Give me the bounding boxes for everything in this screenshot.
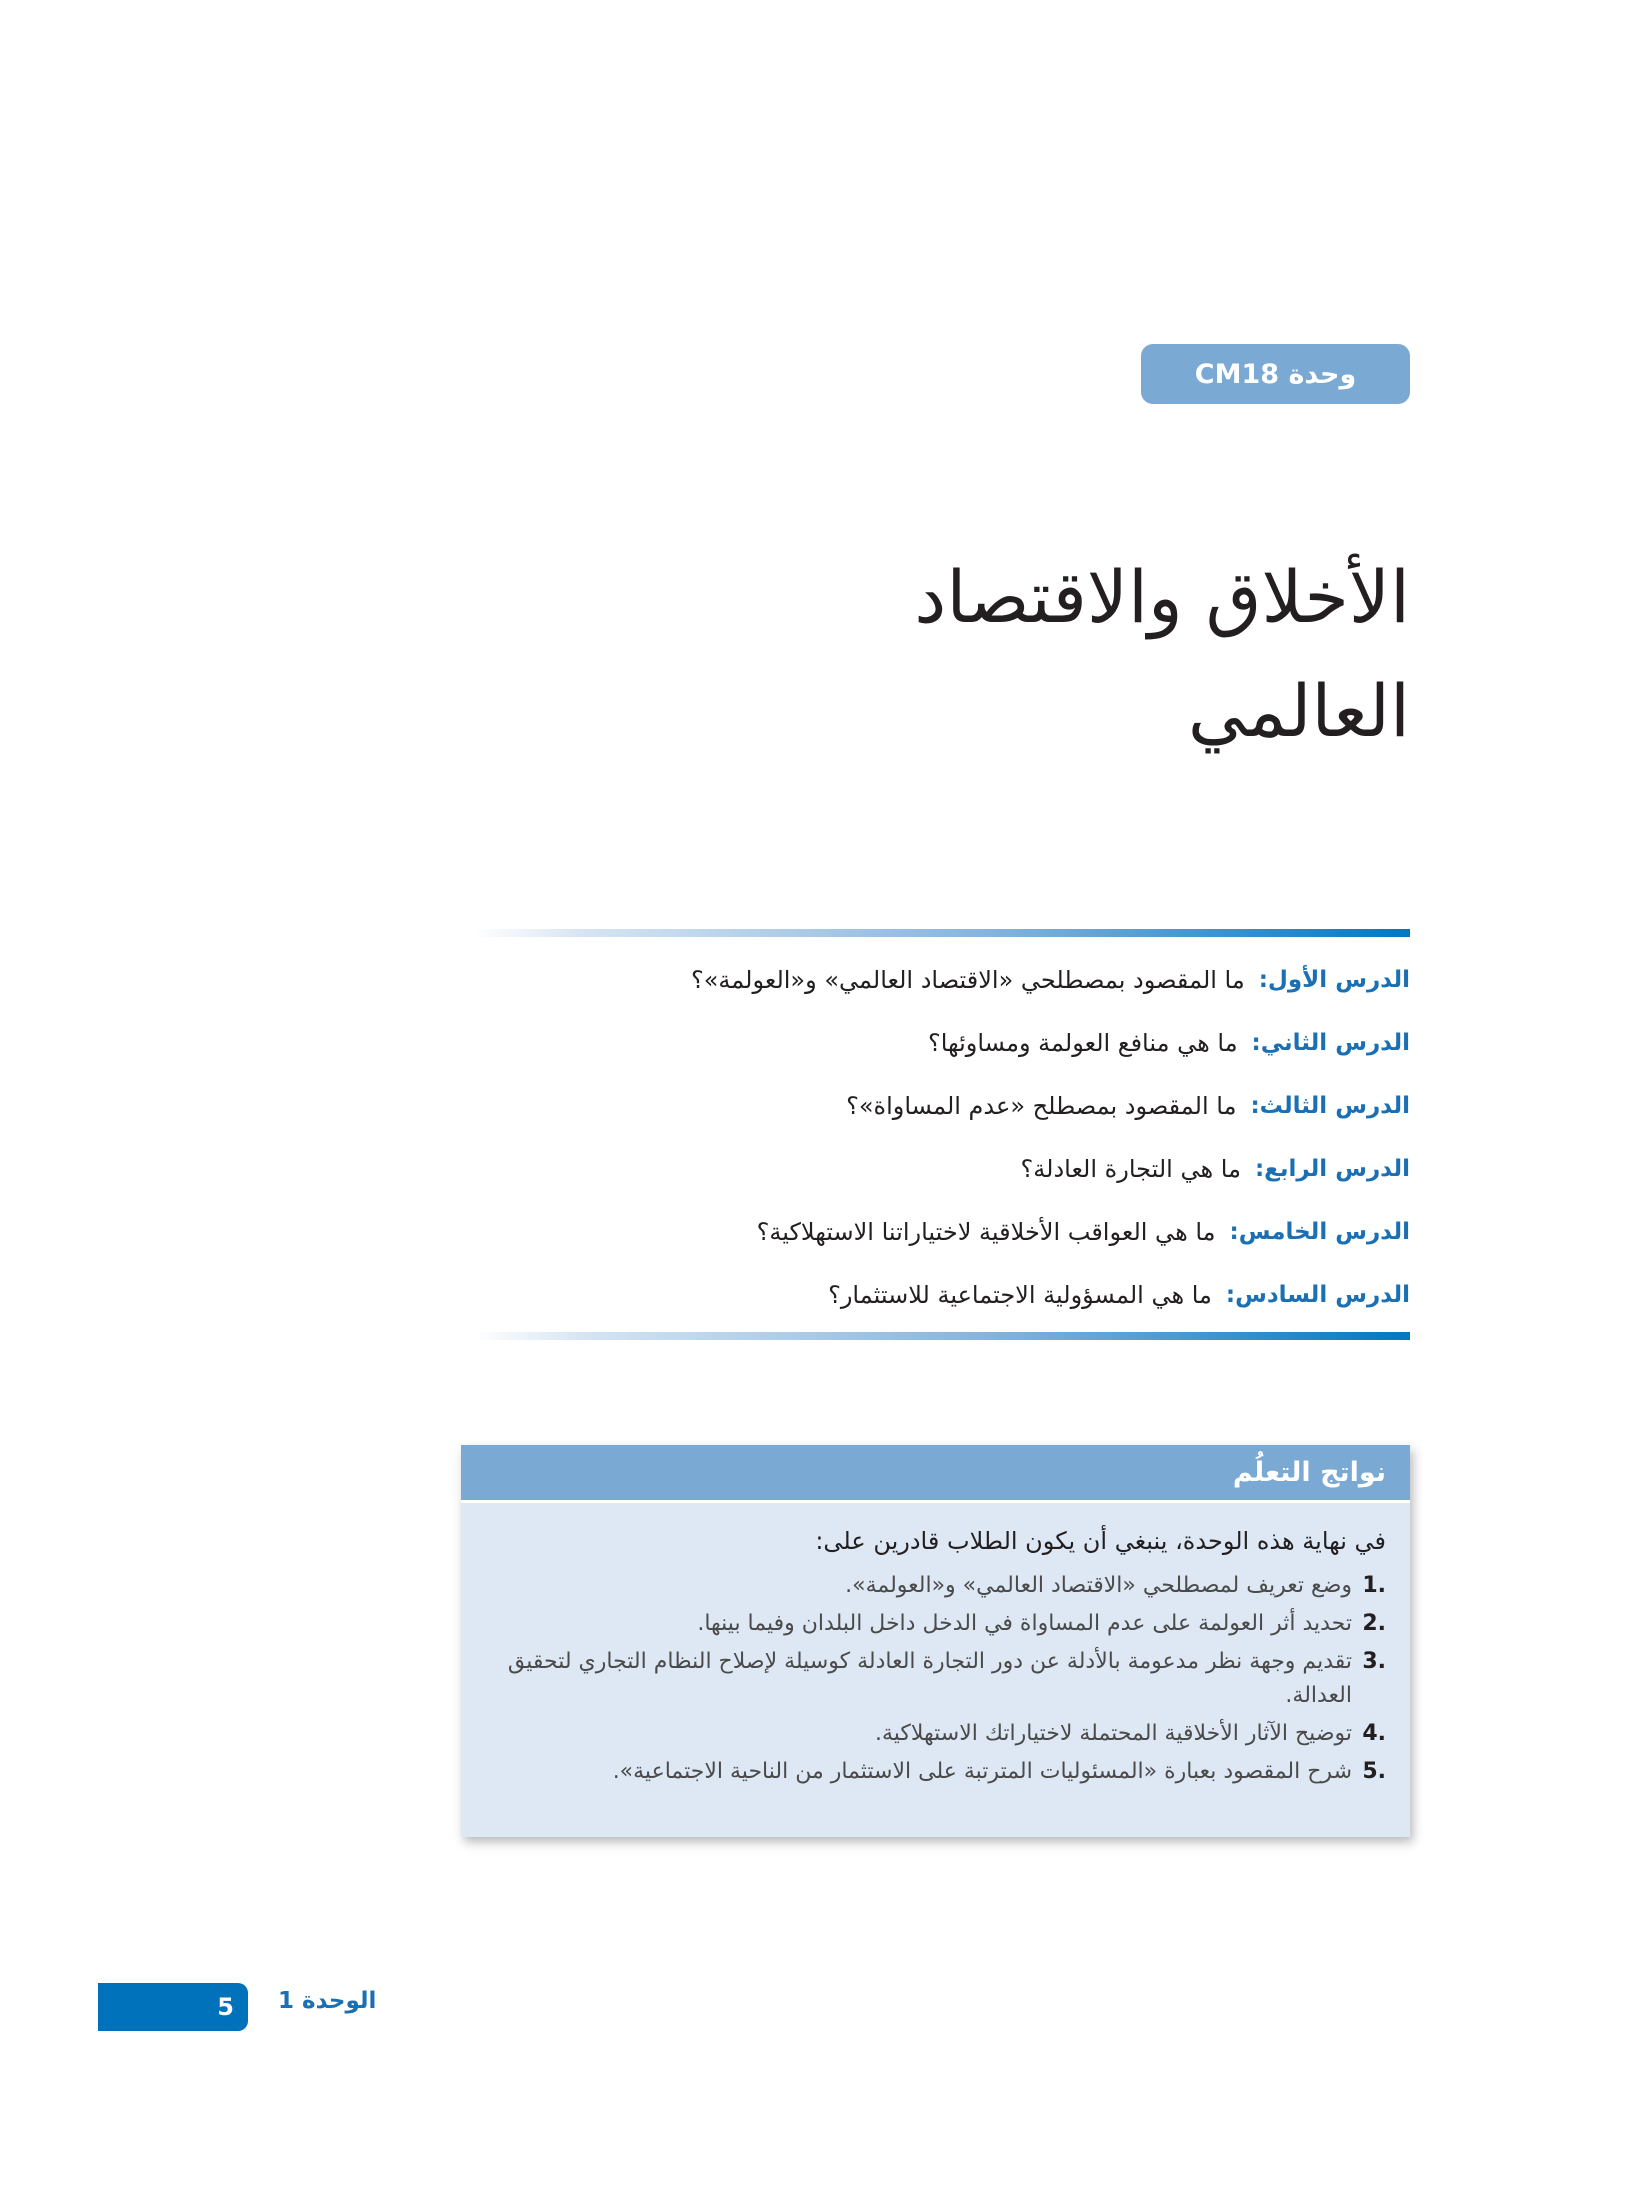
outcome-text: وضع تعريف لمصطلحي «الاقتصاد العالمي» و«العولمة».	[845, 1573, 1352, 1598]
list-item	[485, 1645, 1386, 1713]
lesson-question: ما هي العواقب الأخلاقية لاختياراتنا الاستهلاكية؟	[756, 1217, 1216, 1246]
page-number-tab	[98, 1983, 248, 2031]
lesson-label: الدرس السادس:	[1225, 1281, 1410, 1308]
outcome-number: .5	[1362, 1759, 1386, 1784]
outcome-text: توضيح الآثار الأخلاقية المحتملة لاختياراتك الاستهلاكية.	[874, 1721, 1352, 1746]
page-title-line-1: الأخلاق والاقتصاد	[914, 555, 1410, 639]
lesson-item	[540, 1137, 1410, 1200]
lesson-label: الدرس الأول:	[1258, 966, 1410, 993]
lesson-question: ما المقصود بمصطلحي «الاقتصاد العالمي» و«العولمة»؟	[691, 965, 1245, 994]
footer-unit-label: الوحدة 1	[278, 1988, 377, 2014]
lesson-label: الدرس الثاني:	[1251, 1029, 1410, 1056]
lesson-item	[540, 1011, 1410, 1074]
lesson-label: الدرس الخامس:	[1229, 1218, 1410, 1245]
list-item	[485, 1607, 1386, 1641]
outcome-number: .2	[1362, 1611, 1386, 1636]
lesson-item	[540, 1200, 1410, 1263]
list-item	[485, 1755, 1386, 1789]
lesson-item	[540, 1074, 1410, 1137]
lesson-question: ما هي المسؤولية الاجتماعية للاستثمار؟	[828, 1280, 1212, 1309]
lesson-label: الدرس الرابع:	[1254, 1155, 1410, 1182]
lessons-list	[540, 948, 1410, 1326]
learning-outcomes-panel	[461, 1445, 1410, 1837]
list-item	[485, 1569, 1386, 1603]
outcome-text: تقديم وجهة نظر مدعومة بالأدلة عن دور التجارة العادلة كوسيلة لإصلاح النظام التجاري لتحقيق العدالة.	[507, 1649, 1352, 1708]
learning-outcomes-title: نواتج التعلُم	[461, 1445, 1410, 1503]
lessons-bottom-divider	[474, 1332, 1410, 1340]
lesson-item	[540, 948, 1410, 1011]
outcome-number: .3	[1362, 1649, 1386, 1674]
lessons-top-divider	[474, 929, 1410, 937]
outcome-number: .1	[1362, 1573, 1386, 1598]
outcome-text: شرح المقصود بعبارة «المسئوليات المترتبة على الاستثمار من الناحية الاجتماعية».	[612, 1759, 1352, 1784]
list-item	[485, 1717, 1386, 1751]
outcome-number: .4	[1362, 1721, 1386, 1746]
page-title	[660, 540, 1410, 768]
lesson-question: ما هي منافع العولمة ومساوئها؟	[927, 1028, 1238, 1057]
lesson-question: ما هي التجارة العادلة؟	[1020, 1154, 1241, 1183]
outcome-text: تحديد أثر العولمة على عدم المساواة في الدخل داخل البلدان وفيما بينها.	[697, 1611, 1352, 1636]
page-number: 5	[217, 1993, 234, 2021]
unit-badge: وحدة CM18	[1141, 344, 1410, 404]
lesson-question: ما المقصود بمصطلح «عدم المساواة»؟	[846, 1091, 1237, 1120]
learning-outcomes-intro: في نهاية هذه الوحدة، ينبغي أن يكون الطلاب قادرين على:	[815, 1527, 1386, 1555]
lesson-label: الدرس الثالث:	[1250, 1092, 1410, 1119]
lesson-item	[540, 1263, 1410, 1326]
learning-outcomes-list	[461, 1569, 1410, 1789]
page-title-line-2: العالمي	[1187, 669, 1410, 753]
